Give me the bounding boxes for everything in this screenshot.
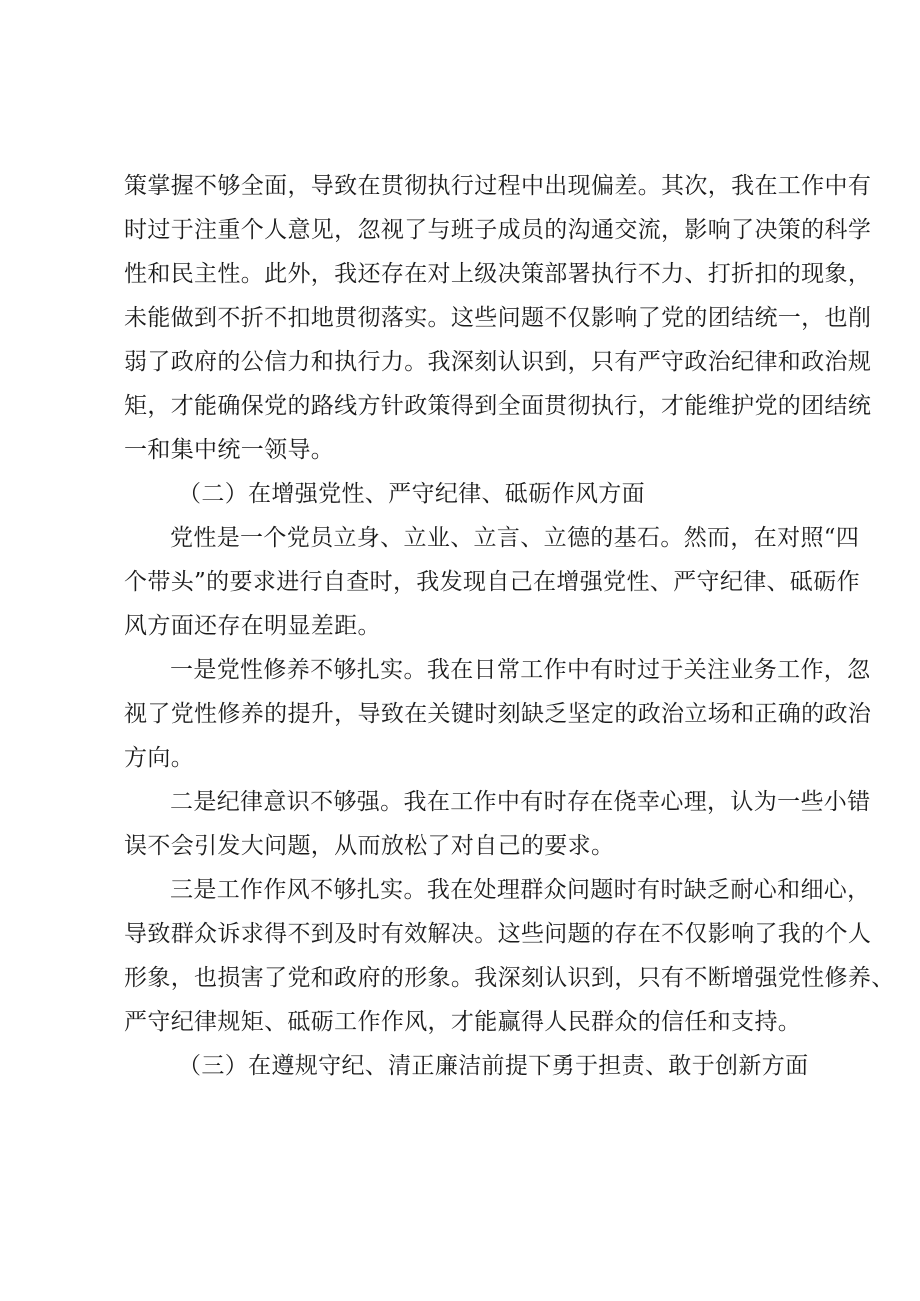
section-heading: （三）在遵规守纪、清正廉洁前提下勇于担责、敢于创新方面 (178, 1053, 809, 1079)
body-text-line: 风方面还存在明显差距。 (124, 613, 381, 639)
body-text-line: 导致群众诉求得不到及时有效解决。这些问题的存在不仅影响了我的个人 (124, 921, 872, 947)
body-text-line: 视了党性修养的提升，导致在关键时刻缺乏坚定的政治立场和正确的政治 (124, 701, 872, 727)
body-text-line: 未能做到不折不扣地贯彻落实。这些问题不仅影响了党的团结统一，也削 (124, 305, 872, 331)
body-text-line: 严守纪律规矩、砥砺工作作风，才能赢得人民群众的信任和支持。 (124, 1009, 802, 1035)
body-text-line: 性和民主性。此外，我还存在对上级决策部署执行不力、打折扣的现象， (124, 261, 872, 287)
body-text-line: 个带头”的要求进行自查时，我发现自己在增强党性、严守纪律、砥砺作 (124, 569, 860, 595)
body-text-line: 时过于注重个人意见，忽视了与班子成员的沟通交流，影响了决策的科学 (124, 217, 872, 243)
body-text-line: 形象，也损害了党和政府的形象。我深刻认识到，只有不断增强党性修养、 (124, 965, 895, 991)
paragraph-first-line: 党性是一个党员立身、立业、立言、立德的基石。然而，在对照“四 (170, 525, 860, 551)
body-text-line: 方向。 (124, 745, 195, 771)
body-text-line: 误不会引发大问题，从而放松了对自己的要求。 (124, 833, 615, 859)
paragraph-first-line: 二是纪律意识不够强。我在工作中有时存在侥幸心理，认为一些小错 (170, 789, 871, 815)
paragraph-first-line: 一是党性修养不够扎实。我在日常工作中有时过于关注业务工作，忽 (170, 657, 871, 683)
paragraph-first-line: 三是工作作风不够扎实。我在处理群众问题时有时缺乏耐心和细心， (170, 877, 871, 903)
section-heading: （二）在增强党性、严守纪律、砥砺作风方面 (178, 481, 645, 507)
body-text-line: 弱了政府的公信力和执行力。我深刻认识到，只有严守政治纪律和政治规 (124, 349, 872, 375)
body-text-line: 矩，才能确保党的路线方针政策得到全面贯彻执行，才能维护党的团结统 (124, 393, 872, 419)
body-text-line: 策掌握不够全面，导致在贯彻执行过程中出现偏差。其次，我在工作中有 (124, 173, 872, 199)
body-text-line: 一和集中统一领导。 (124, 437, 335, 463)
